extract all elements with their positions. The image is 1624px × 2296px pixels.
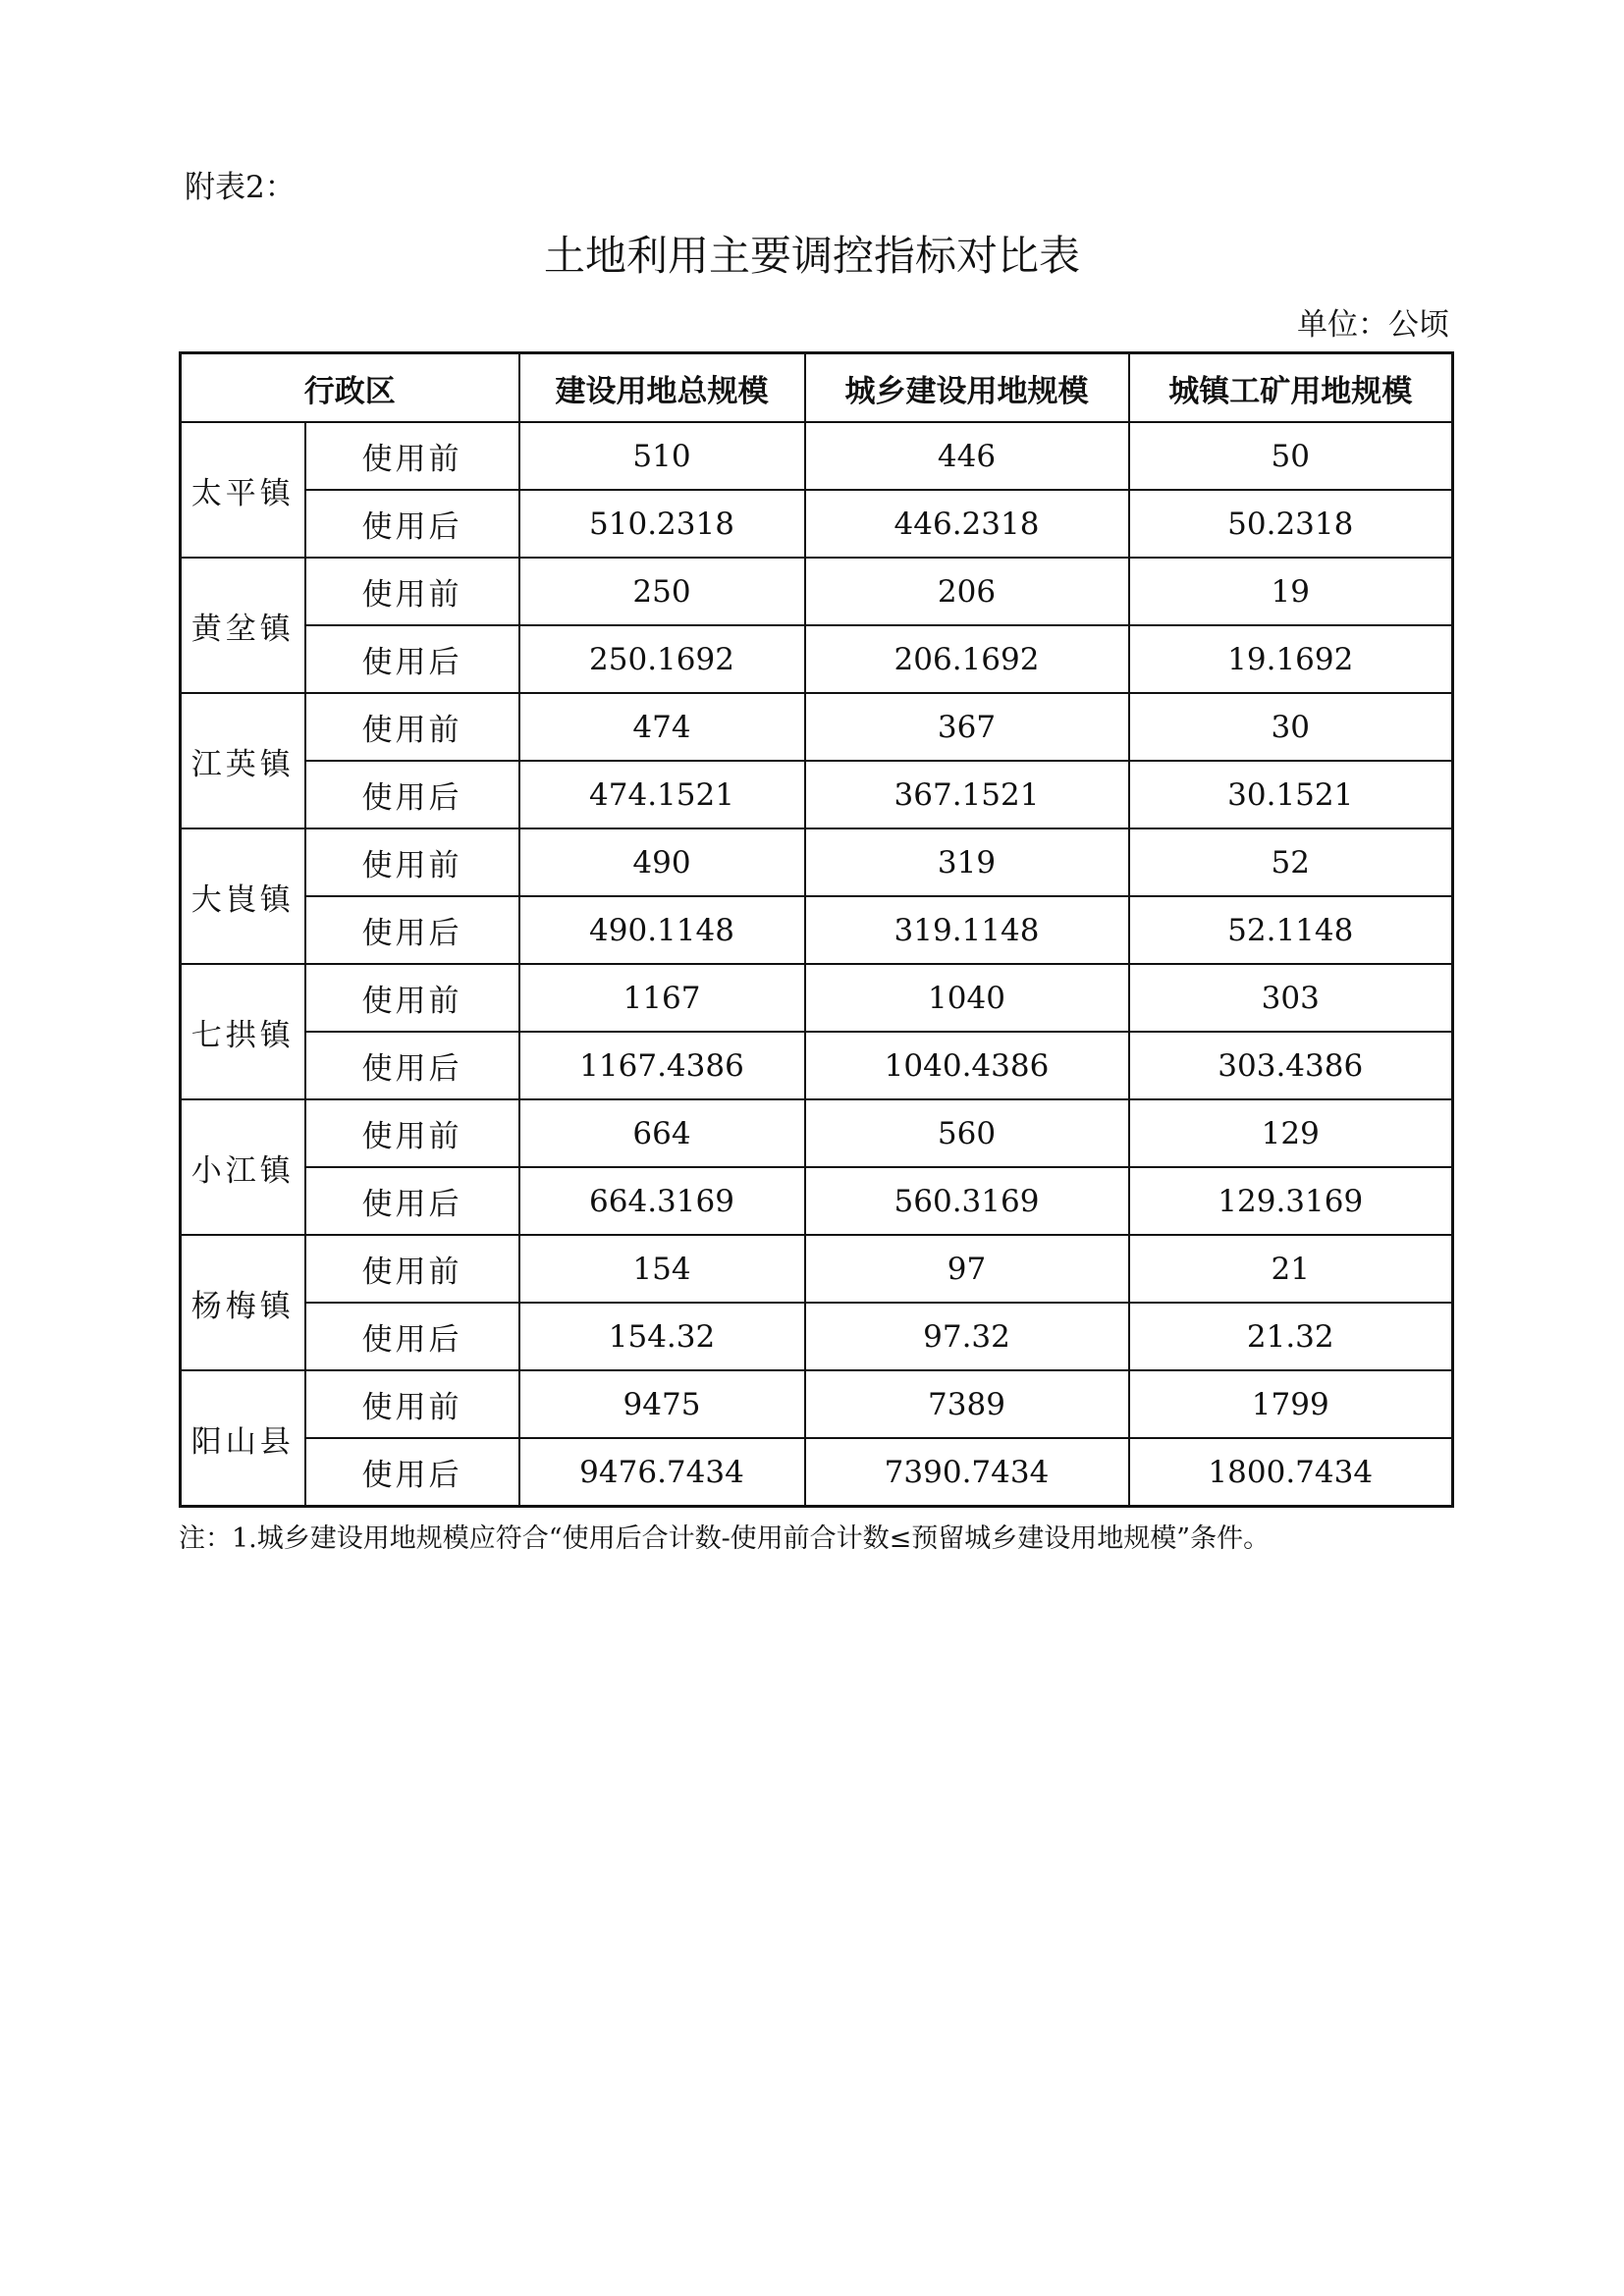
cell-value: 9475 — [519, 1370, 805, 1438]
cell-value: 50.2318 — [1129, 490, 1453, 558]
cell-value: 664.3169 — [519, 1167, 805, 1235]
cell-value: 206 — [805, 558, 1129, 625]
table-row — [181, 1099, 1453, 1167]
town-name: 阳山县 — [181, 1370, 305, 1507]
table-row — [181, 896, 1453, 964]
footnote: 注：1.城乡建设用地规模应符合“使用后合计数-使用前合计数≤预留城乡建设用地规模”条件。 — [179, 1523, 1271, 1554]
cell-value: 97 — [805, 1235, 1129, 1303]
town-name: 小江镇 — [181, 1099, 305, 1235]
cell-value: 474 — [519, 693, 805, 761]
cell-value: 250 — [519, 558, 805, 625]
phase-label: 使用后 — [305, 896, 519, 964]
cell-value: 1167 — [519, 964, 805, 1032]
phase-label: 使用前 — [305, 558, 519, 625]
phase-label: 使用前 — [305, 1370, 519, 1438]
attachment-label: 附表2： — [185, 170, 296, 205]
cell-value: 560 — [805, 1099, 1129, 1167]
cell-value: 1040 — [805, 964, 1129, 1032]
table-row — [181, 1303, 1453, 1370]
cell-value: 154.32 — [519, 1303, 805, 1370]
phase-label: 使用前 — [305, 1235, 519, 1303]
table-row — [181, 964, 1453, 1032]
phase-label: 使用后 — [305, 1438, 519, 1507]
table-row — [181, 828, 1453, 896]
header-total-construction: 建设用地总规模 — [519, 353, 805, 423]
town-name: 黄坌镇 — [181, 558, 305, 693]
cell-value: 1799 — [1129, 1370, 1453, 1438]
table-row — [181, 422, 1453, 490]
cell-value: 9476.7434 — [519, 1438, 805, 1507]
cell-value: 367.1521 — [805, 761, 1129, 828]
phase-label: 使用后 — [305, 1303, 519, 1370]
phase-label: 使用后 — [305, 761, 519, 828]
cell-value: 129 — [1129, 1099, 1453, 1167]
table-row — [181, 1167, 1453, 1235]
cell-value: 206.1692 — [805, 625, 1129, 693]
table-row — [181, 625, 1453, 693]
phase-label: 使用前 — [305, 964, 519, 1032]
town-name: 太平镇 — [181, 422, 305, 558]
cell-value: 303.4386 — [1129, 1032, 1453, 1099]
phase-label: 使用后 — [305, 1032, 519, 1099]
cell-value: 446 — [805, 422, 1129, 490]
cell-value: 52.1148 — [1129, 896, 1453, 964]
cell-value: 1800.7434 — [1129, 1438, 1453, 1507]
cell-value: 19 — [1129, 558, 1453, 625]
header-row — [181, 353, 1453, 423]
phase-label: 使用前 — [305, 828, 519, 896]
town-name: 七拱镇 — [181, 964, 305, 1099]
cell-value: 1167.4386 — [519, 1032, 805, 1099]
town-name: 江英镇 — [181, 693, 305, 828]
cell-value: 50 — [1129, 422, 1453, 490]
cell-value: 446.2318 — [805, 490, 1129, 558]
cell-value: 367 — [805, 693, 1129, 761]
cell-value: 490 — [519, 828, 805, 896]
cell-value: 30.1521 — [1129, 761, 1453, 828]
phase-label: 使用后 — [305, 1167, 519, 1235]
cell-value: 490.1148 — [519, 896, 805, 964]
cell-value: 474.1521 — [519, 761, 805, 828]
table-row — [181, 1370, 1453, 1438]
cell-value: 1040.4386 — [805, 1032, 1129, 1099]
cell-value: 129.3169 — [1129, 1167, 1453, 1235]
table-row — [181, 490, 1453, 558]
cell-value: 7389 — [805, 1370, 1129, 1438]
table-row — [181, 1032, 1453, 1099]
cell-value: 19.1692 — [1129, 625, 1453, 693]
cell-value: 510 — [519, 422, 805, 490]
cell-value: 97.32 — [805, 1303, 1129, 1370]
header-district: 行政区 — [181, 353, 519, 423]
table-row — [181, 558, 1453, 625]
cell-value: 664 — [519, 1099, 805, 1167]
cell-value: 250.1692 — [519, 625, 805, 693]
phase-label: 使用后 — [305, 490, 519, 558]
header-urban-rural: 城乡建设用地规模 — [805, 353, 1129, 423]
cell-value: 21.32 — [1129, 1303, 1453, 1370]
cell-value: 319 — [805, 828, 1129, 896]
cell-value: 7390.7434 — [805, 1438, 1129, 1507]
table-row — [181, 1235, 1453, 1303]
cell-value: 52 — [1129, 828, 1453, 896]
indicator-table — [179, 351, 1454, 1508]
cell-value: 21 — [1129, 1235, 1453, 1303]
phase-label: 使用前 — [305, 422, 519, 490]
cell-value: 510.2318 — [519, 490, 805, 558]
cell-value: 560.3169 — [805, 1167, 1129, 1235]
table-row — [181, 693, 1453, 761]
phase-label: 使用后 — [305, 625, 519, 693]
phase-label: 使用前 — [305, 1099, 519, 1167]
cell-value: 319.1148 — [805, 896, 1129, 964]
header-town-mining: 城镇工矿用地规模 — [1129, 353, 1453, 423]
table-row — [181, 761, 1453, 828]
table-row — [181, 1438, 1453, 1507]
cell-value: 303 — [1129, 964, 1453, 1032]
page-title: 土地利用主要调控指标对比表 — [543, 232, 1080, 280]
unit-label: 单位：公顷 — [1297, 307, 1449, 343]
town-name: 杨梅镇 — [181, 1235, 305, 1370]
phase-label: 使用前 — [305, 693, 519, 761]
cell-value: 154 — [519, 1235, 805, 1303]
town-name: 大崀镇 — [181, 828, 305, 964]
cell-value: 30 — [1129, 693, 1453, 761]
